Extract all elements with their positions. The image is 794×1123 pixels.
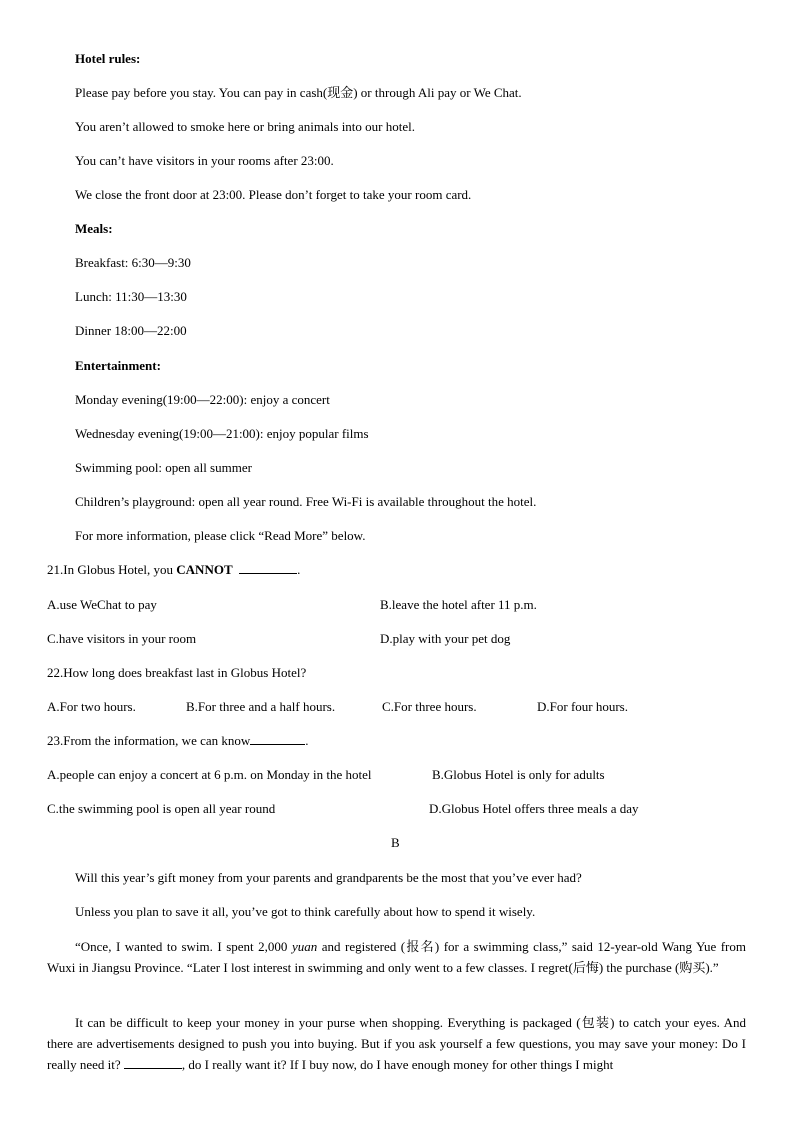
rule-line: You can’t have visitors in your rooms after 23:00. (75, 153, 334, 168)
question-stem-emphasis: CANNOT (176, 562, 233, 577)
paragraph-text: “Once, I wanted to swim. I spent 2,000 (75, 939, 292, 954)
rule-line: You aren’t allowed to smoke here or bring animals into our hotel. (75, 119, 415, 134)
answer-blank (124, 1057, 182, 1069)
section-label: B (391, 835, 400, 850)
option-d: D.play with your pet dog (380, 631, 511, 646)
meal-line: Breakfast: 6:30—9:30 (75, 255, 191, 270)
entertainment-line: Monday evening(19:00—22:00): enjoy a concert (75, 392, 330, 407)
option-d: D.For four hours. (537, 699, 628, 714)
option-d: D.Globus Hotel offers three meals a day (429, 801, 639, 816)
paragraph-text: , do I really want it? If I buy now, do I have enough money for other things I might (181, 1057, 614, 1072)
answer-blank (250, 733, 305, 745)
option-c: C.have visitors in your room (47, 631, 197, 646)
option-a: A.use WeChat to pay (47, 597, 157, 612)
question-22-stem: 22.How long does breakfast last in Globus Hotel? (47, 665, 307, 680)
passage-paragraph: Will this year’s gift money from your parents and grandparents be the most that you’ve ever had? (75, 870, 582, 885)
option-b: B.leave the hotel after 11 p.m. (380, 597, 537, 612)
option-c: C.the swimming pool is open all year round (47, 801, 276, 816)
option-b: B.Globus Hotel is only for adults (432, 767, 605, 782)
option-c: C.For three hours. (382, 699, 477, 714)
question-stem-text: 21.In Globus Hotel, you (47, 562, 177, 577)
question-stem-text: 23.From the information, we can know (47, 733, 251, 748)
meals-heading: Meals: (75, 221, 113, 236)
option-b: B.For three and a half hours. (186, 699, 336, 714)
question-23-stem (47, 733, 309, 749)
option-a: A.people can enjoy a concert at 6 p.m. on Monday in the hotel (47, 767, 372, 782)
paragraph-text: and registered (报名) for a swimming class,” said 12-year-old Wang Yue from Wuxi in Jiangsu Province. “Later I lost interest in swimming and only went to a few classes. I regret(后悔) the purchase (购买).” (47, 939, 746, 975)
rules-heading: Hotel rules: (75, 51, 141, 66)
passage-paragraph (47, 1012, 746, 1075)
passage-paragraph: Unless you plan to save it all, you’ve got to think carefully about how to spend it wisely. (75, 904, 536, 919)
entertainment-line: Children’s playground: open all year round. Free Wi-Fi is available throughout the hotel. (75, 494, 537, 509)
rule-line: We close the front door at 23:00. Please don’t forget to take your room card. (75, 187, 472, 202)
paragraph-italic: yuan (291, 939, 318, 954)
question-21-stem (47, 562, 300, 578)
meal-line: Dinner 18:00—22:00 (75, 323, 187, 338)
entertainment-heading: Entertainment: (75, 358, 161, 373)
meal-line: Lunch: 11:30—13:30 (75, 289, 187, 304)
passage-paragraph (47, 936, 746, 978)
question-stem-text: . (297, 562, 301, 577)
answer-blank (239, 562, 297, 574)
entertainment-line: Swimming pool: open all summer (75, 460, 252, 475)
entertainment-line: Wednesday evening(19:00—21:00): enjoy popular films (75, 426, 369, 441)
option-a: A.For two hours. (47, 699, 136, 714)
paragraph-text: It can be difficult to keep your money in your purse when shopping. Everything is packaged (包装) to catch your eyes. And there are advertisements designed to push you into buying. But if you ask yourself a few questions, you may save your money: Do I really need it? (47, 1015, 746, 1072)
entertainment-line: For more information, please click “Read More” below. (75, 528, 366, 543)
rule-line: Please pay before you stay. You can pay in cash(现金) or through Ali pay or We Chat. (75, 85, 522, 100)
question-stem-text: . (305, 733, 309, 748)
